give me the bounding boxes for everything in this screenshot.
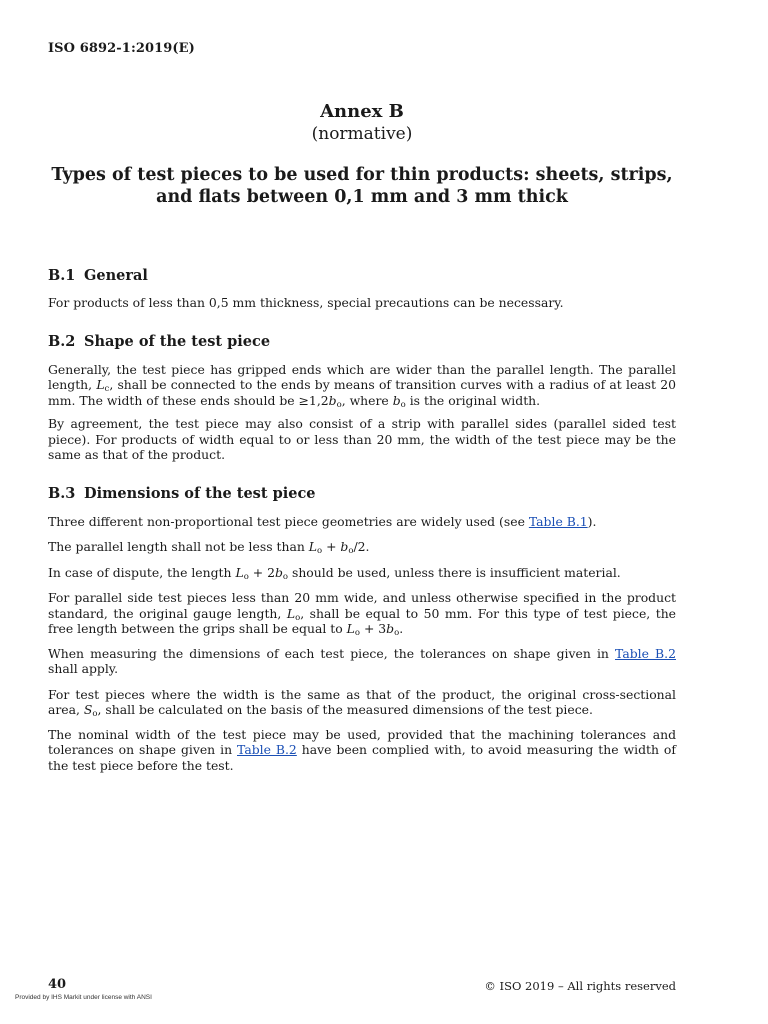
section-number: B.2 (48, 332, 76, 350)
paragraph-b3-4: For parallel side test pieces less than 20 mm wide, and unless otherwise specified in the product standard, the original gauge length, $L_o$, shall be equal to 50 mm. For this type of test piece, the free length between the grips shall be equal to $L_o + 3b_o$. (48, 590, 677, 638)
annex-subtitle: (normative) (311, 124, 413, 144)
annex-title: Annex B (320, 101, 404, 122)
paragraph-b3-3: In case of dispute, the length $L_o + 2b_o$ should be used, unless there is insufficient material. (48, 564, 621, 582)
page-number: 40 (48, 977, 67, 992)
section-heading-b3 (48, 484, 676, 504)
section-title: Dimensions of the test piece (84, 484, 316, 502)
table-b2-link[interactable]: Table B.2 (237, 742, 297, 757)
section-title: Shape of the test piece (84, 332, 271, 350)
paragraph-b3-1: Three different non-proportional test piece geometries are widely used (see Table B.1). (48, 513, 597, 529)
paragraph-b3-2: The parallel length shall not be less than $L_o + b_o/2$. (48, 539, 370, 556)
annex-title-block (48, 101, 676, 145)
document-body (48, 266, 676, 773)
paragraph-b3-5: When measuring the dimensions of each test piece, the tolerances on shape given in Table B.2 shall apply. (48, 645, 676, 676)
table-b2-link[interactable]: Table B.2 (615, 645, 676, 661)
section-number: B.1 (48, 267, 76, 284)
section-number: B.3 (48, 484, 76, 502)
section-heading-b1 (48, 266, 676, 286)
paragraph-b2-2: By agreement, the test piece may also consist of a strip with parallel sides (parallel sided test piece). For products of width equal to or less than 20 mm, the width of the test piece may be the same as that of the product. (48, 416, 676, 462)
paragraph-b3-7: The nominal width of the test piece may be used, provided that the machining tolerances and tolerances on shape given in Table B.2 have been complied with, to avoid measuring the width of the test piece before the test. (48, 726, 676, 773)
annex-heading-line-2: and flats between 0,1 mm and 3 mm thick (156, 187, 568, 207)
paragraph-b2-1: Generally, the test piece has gripped ends which are wider than the parallel length. The parallel length, $L_c$, shall be connected to the ends by means of transition curves with a radius of at least 20 mm. The width of these ends should be $\ge 1,2b_o$, where $b_o$ is the original width. (48, 361, 676, 410)
paragraph-b1-1: For products of less than 0,5 mm thickness, special precautions can be necessary. (48, 295, 564, 310)
document-id: ISO 6892-1:2019(E) (48, 41, 195, 56)
copyright-notice: © ISO 2019 – All rights reserved (484, 979, 676, 993)
paragraph-b3-6: For test pieces where the width is the same as that of the product, the original cross-sectional area, $S_o$, shall be calculated on the basis of the measured dimensions of the test piece. (48, 686, 676, 719)
annex-heading (48, 164, 676, 208)
section-heading-b2 (48, 332, 676, 352)
annex-heading-line-1: Types of test pieces to be used for thin products: sheets, strips, (51, 165, 673, 185)
table-b1-link[interactable]: Table B.1 (528, 513, 588, 529)
license-notice: Provided by IHS Markit under license with ANSI (15, 994, 152, 1001)
section-title: General (84, 267, 148, 284)
